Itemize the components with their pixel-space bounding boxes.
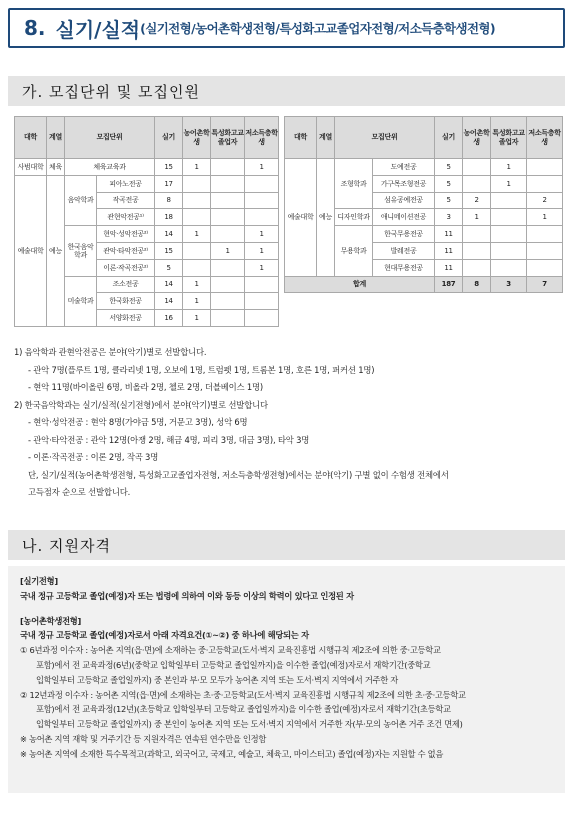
header-unit: 모집단위 [65,117,155,159]
rural-heading: [농어촌학생전형] [20,615,81,626]
cell-practical: 5 [435,175,463,192]
header-rural: 농어촌학생 [463,117,491,159]
table-header-row [285,117,563,159]
cell-lowincome [245,293,279,310]
cell-rural [183,175,211,192]
page-title [8,8,565,48]
cell-practical: 17 [155,175,183,192]
cell-field: 예능 [317,159,335,277]
cell-total-lowincome: 7 [527,276,563,293]
cell-practical: 14 [155,276,183,293]
cell-rural: 2 [463,192,491,209]
cell-practical: 11 [435,242,463,259]
cell-vocational [211,276,245,293]
cell-practical: 8 [155,192,183,209]
cell-vocational [491,242,527,259]
cell-rural [183,192,211,209]
cell-rural [463,175,491,192]
cell-lowincome [527,159,563,176]
cell-vocational [211,209,245,226]
cell-unit: 조소전공 [97,276,155,293]
recruitment-table-right [284,116,563,293]
cell-vocational [211,159,245,176]
cell-vocational [491,226,527,243]
cell-rural [183,209,211,226]
cell-lowincome [527,259,563,276]
cell-rural: 1 [183,310,211,327]
cell-unit: 이론·작곡전공²⁾ [97,259,155,276]
cell-total-practical: 187 [435,276,463,293]
table-total-row [285,276,563,293]
cell-lowincome [527,175,563,192]
cell-total-rural: 8 [463,276,491,293]
cell-dept-design: 디자인학과 [335,209,373,226]
cell-lowincome [245,209,279,226]
rural-line: 입학일부터 고등학교 졸업일까지) 중 본인과 부·모 모두가 농어촌 지역 또는 도서·벽지 지역에서 거주한 자 [36,674,399,685]
table-header-row [15,117,279,159]
eligibility-box [8,566,565,793]
cell-vocational [491,259,527,276]
cell-lowincome [245,175,279,192]
header-vocational: 특성화고교졸업자 [491,117,527,159]
cell-unit: 한국화전공 [97,293,155,310]
cell-lowincome: 1 [245,226,279,243]
cell-practical: 5 [435,192,463,209]
cell-practical: 11 [435,259,463,276]
cell-dept-music: 음악학과 [65,175,97,225]
cell-unit: 발레전공 [373,242,435,259]
cell-rural [183,242,211,259]
header-field: 계열 [317,117,335,159]
cell-rural: 1 [183,159,211,176]
header-rural: 농어촌학생 [183,117,211,159]
table-notes [14,344,564,502]
cell-practical: 5 [435,159,463,176]
rural-line: ① 6년과정 이수자 : 농어촌 지역(읍·면)에 소재하는 중·고등학교(도서·벽지 교육진흥법 시행규칙 제2조에 의한 중·고등학교 [20,645,441,656]
rural-line: 포함)에서 전 교육과정(6년)(중학교 입학일부터 고등학교 졸업일까지)을 이수한 졸업(예정)자로서 재학기간(중학교 [36,659,431,670]
title-main: 실기/실적 [55,17,141,42]
cell-total-label: 합계 [285,276,435,293]
cell-unit: 도예전공 [373,159,435,176]
cell-unit: 가구목조형전공 [373,175,435,192]
section-eligibility-header [8,530,565,560]
cell-unit: 현악·성악전공²⁾ [97,226,155,243]
cell-practical: 15 [155,159,183,176]
cell-dept-korean-music: 한국음악학과 [65,226,97,276]
cell-rural: 1 [183,293,211,310]
cell-field: 예능 [47,175,65,326]
note-line: 단, 실기/실적(농어촌학생전형, 특성화고교졸업자전형, 저소득층학생전형)에서는 분야(악기) 구별 없이 수험생 전체에서 [28,469,449,480]
cell-unit: 관악·타악전공²⁾ [97,242,155,259]
cell-vocational [211,175,245,192]
cell-dept-fine-arts: 미술학과 [65,276,97,326]
cell-dept-formative: 조형학과 [335,159,373,209]
cell-rural: 1 [183,226,211,243]
header-lowincome: 저소득층학생 [245,117,279,159]
header-practical: 실기 [155,117,183,159]
cell-lowincome [245,310,279,327]
cell-unit: 피아노전공 [97,175,155,192]
rural-line: 포함)에서 전 교육과정(12년)(초등학교 입학일부터 고등학교 졸업일까지)을 이수한 졸업(예정)자로서 재학기간(초등학교 [36,704,451,715]
cell-lowincome: 1 [245,159,279,176]
header-practical: 실기 [435,117,463,159]
header-field: 계열 [47,117,65,159]
cell-college: 예술대학 [15,175,47,326]
section-recruitment-title: 가. 모집단위 및 모집인원 [22,82,200,101]
cell-unit: 한국무용전공 [373,226,435,243]
cell-college: 예술대학 [285,159,317,277]
rural-note: ※ 농어촌 지역 재학 및 거주기간 등 지원자격은 연속된 연수만을 인정함 [20,733,267,744]
note-line: 고득점자 순으로 선발합니다. [28,487,131,497]
note-line: 2) 한국음악학과는 실기/실적(실기전형)에서 분야(악기)별로 선발합니다 [14,399,268,410]
cell-practical: 3 [435,209,463,226]
cell-lowincome [527,242,563,259]
cell-rural [463,242,491,259]
rural-intro: 국내 정규 고등학교 졸업(예정)자로서 아래 자격요건(①~②) 중 하나에 해당되는 자 [20,630,309,641]
cell-lowincome [245,276,279,293]
cell-rural [463,159,491,176]
practical-text: 국내 정규 고등학교 졸업(예정)자 또는 법령에 의하여 이와 동등 이상의 학력이 있다고 인정된 자 [20,590,354,601]
cell-practical: 15 [155,242,183,259]
cell-rural [183,259,211,276]
header-unit: 모집단위 [335,117,435,159]
cell-lowincome: 1 [245,259,279,276]
cell-practical: 14 [155,226,183,243]
cell-practical: 5 [155,259,183,276]
cell-unit: 애니메이션전공 [373,209,435,226]
cell-vocational: 1 [491,175,527,192]
cell-unit: 서양화전공 [97,310,155,327]
cell-vocational: 1 [211,242,245,259]
note-line: - 관악 7명(플루트 1명, 클라리넷 1명, 오보에 1명, 트럼펫 1명, 트롬본 1명, 호른 1명, 퍼커션 1명) [28,364,375,375]
cell-vocational [211,226,245,243]
cell-vocational [491,192,527,209]
rural-line: ② 12년과정 이수자 : 농어촌 지역(읍·면)에 소재하는 초·중·고등학교(도서·벽지 교육진흥법 시행규칙 제2조에 의한 초·중·고등학교 [20,689,466,700]
header-college: 대학 [285,117,317,159]
cell-rural [463,259,491,276]
cell-rural [463,226,491,243]
cell-practical: 11 [435,226,463,243]
title-sub: (실기전형/농어촌학생전형/특성화고교졸업자전형/저소득층학생전형) [140,21,496,36]
header-lowincome: 저소득층학생 [527,117,563,159]
cell-practical: 18 [155,209,183,226]
note-line: - 현악 11명(바이올린 6명, 비올라 2명, 첼로 2명, 더블베이스 1명) [28,382,263,392]
cell-college: 사범대학 [15,159,47,176]
practical-heading: [실기전형] [20,576,58,586]
cell-lowincome [527,226,563,243]
cell-practical: 16 [155,310,183,327]
cell-practical: 14 [155,293,183,310]
table-row [15,175,279,192]
note-line: 1) 음악학과 관현악전공은 분야(악기)별로 선발합니다. [14,347,207,357]
header-college: 대학 [15,117,47,159]
cell-vocational: 1 [491,159,527,176]
cell-lowincome: 2 [527,192,563,209]
rural-line: 입학일부터 고등학교 졸업일까지) 중 본인이 농어촌 지역 또는 도서·벽지 지역에서 거주한 자(부·모의 농어촌 거주 조건 면제) [36,719,463,730]
title-number: 8. [24,16,46,40]
table-row [285,159,563,176]
cell-unit: 작곡전공 [97,192,155,209]
note-line: - 이론·작곡전공 : 이론 2명, 작곡 3명 [28,452,159,462]
cell-lowincome [245,192,279,209]
header-vocational: 특성화고교졸업자 [211,117,245,159]
rural-note: ※ 농어촌 지역에 소재한 특수목적고(과학고, 외국어고, 국제고, 예술고, 체육고, 마이스터고) 졸업(예정)자는 지원할 수 없음 [20,748,444,759]
cell-rural: 1 [183,276,211,293]
cell-rural: 1 [463,209,491,226]
cell-unit: 섬유공예전공 [373,192,435,209]
cell-field: 체육 [47,159,65,176]
table-row [15,159,279,176]
cell-lowincome: 1 [527,209,563,226]
cell-unit: 현대무용전공 [373,259,435,276]
section-eligibility-title: 나. 지원자격 [22,536,111,555]
cell-vocational [211,293,245,310]
spacer [20,604,553,614]
cell-unit: 관현악전공¹⁾ [97,209,155,226]
cell-vocational [211,259,245,276]
cell-total-vocational: 3 [491,276,527,293]
recruitment-table-left [14,116,279,327]
cell-vocational [211,192,245,209]
cell-vocational [211,310,245,327]
note-line: - 현악·성악전공 : 현악 8명(가야금 5명, 거문고 3명), 성악 6명 [28,417,248,427]
cell-unit: 체육교육과 [65,159,155,176]
cell-dept-dance: 무용학과 [335,226,373,276]
note-line: - 관악·타악전공 : 관악 12명(아쟁 2명, 해금 4명, 피리 3명, 대금 3명), 타악 3명 [28,434,310,445]
cell-lowincome: 1 [245,242,279,259]
section-recruitment-header [8,76,565,106]
cell-vocational [491,209,527,226]
